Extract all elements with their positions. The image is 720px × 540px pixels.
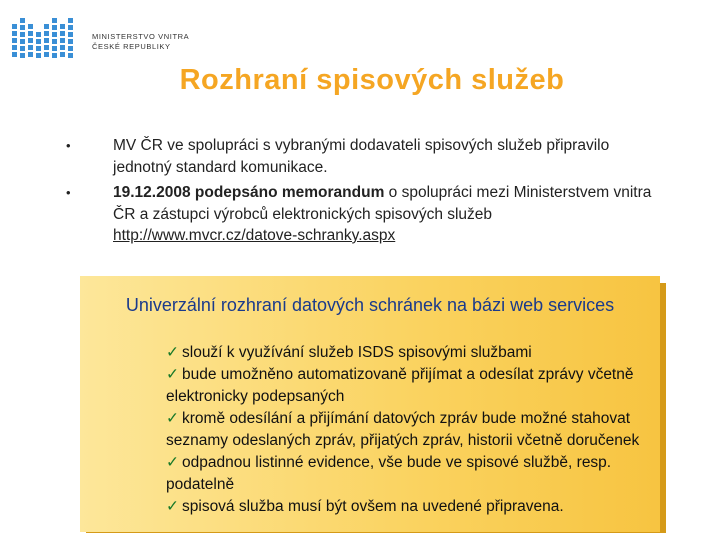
checklist-item-text: kromě odesílání a přijímání datových zpráv bude možné stahovat seznamy odeslaných zpráv, přijatých zpráv, historii včetně doručenek xyxy=(166,410,640,449)
checklist-item xyxy=(166,408,646,452)
check-icon: ✓ xyxy=(166,344,179,361)
interface-box xyxy=(80,276,660,532)
bullet-dot: • xyxy=(66,185,71,200)
datove-schranky-link[interactable]: http://www.mvcr.cz/datove-schranky.aspx xyxy=(113,227,396,244)
checklist-item-text: odpadnou listinné evidence, vše bude ve spisové službě, resp. podatelně xyxy=(166,454,612,493)
checklist xyxy=(166,342,646,518)
check-icon: ✓ xyxy=(166,454,179,471)
check-icon: ✓ xyxy=(166,410,179,427)
page-title: Rozhraní spisových služeb xyxy=(179,64,565,96)
checklist-item xyxy=(166,496,646,518)
bullet-dot: • xyxy=(66,138,71,153)
ministry-logo xyxy=(12,14,222,66)
checklist-item xyxy=(166,452,646,496)
checklist-item-text: slouží k využívání služeb ISDS spisovými službami xyxy=(182,344,532,361)
logo-text xyxy=(92,32,189,52)
checklist-item xyxy=(166,342,646,364)
logo-line-1: MINISTERSTVO VNITRA xyxy=(92,32,190,41)
bullet-list xyxy=(66,135,666,251)
ministry-emblem-icon xyxy=(12,14,78,64)
bullet-item-1 xyxy=(66,135,666,178)
check-icon: ✓ xyxy=(166,498,179,515)
bullet-item-2 xyxy=(66,182,666,247)
checklist-item-text: bude umožněno automatizovaně přijímat a odesílat zprávy včetně elektronicky podepsaných xyxy=(166,366,634,405)
logo-line-2: ČESKÉ REPUBLIKY xyxy=(92,42,171,51)
bullet-2-bold: 19.12.2008 podepsáno memorandum xyxy=(113,184,385,201)
checklist-item xyxy=(166,364,646,408)
box-title: Univerzální rozhraní datových schránek na bázi web services xyxy=(125,295,615,315)
bullet-2-text: o spolupráci mezi Ministerstvem vnitra ČR a zástupci výrobců elektronických spisových služeb xyxy=(113,184,652,223)
check-icon: ✓ xyxy=(166,366,179,383)
checklist-item-text: spisová služba musí být ovšem na uvedené připravena. xyxy=(182,498,564,515)
bullet-1-text: MV ČR ve spolupráci s vybranými dodavateli spisových služeb připravilo jednotný standard komunikace. xyxy=(113,137,610,176)
